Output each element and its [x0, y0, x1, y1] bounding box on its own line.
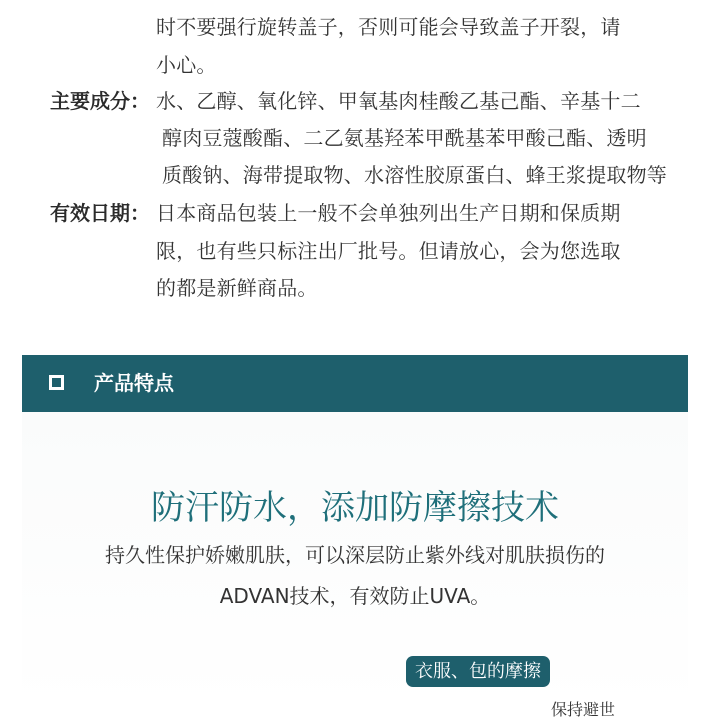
section-title: 产品特点	[94, 371, 174, 395]
cut-off-text: 保持避世	[551, 700, 616, 719]
feature-desc-line-1: 持久性保护娇嫩肌肤，可以深层防止紫外线对肌肤损伤的	[105, 543, 605, 567]
expiry-label: 有效日期：	[50, 201, 150, 225]
friction-tag: 衣服、包的摩擦	[406, 656, 550, 687]
ingredients-label: 主要成分：	[50, 89, 150, 113]
notice-line-1: 时不要强行旋转盖子，否则可能会导致盖子开裂，请	[156, 15, 621, 39]
feature-desc-line-2: ADVAN技术，有效防止UVA。	[219, 584, 491, 608]
expiry-line-3: 的都是新鲜商品。	[156, 276, 318, 300]
expiry-line-2: 限，也有些只标注出厂批号。但请放心，会为您选取	[156, 239, 621, 263]
square-icon	[49, 375, 64, 390]
notice-line-2: 小心。	[156, 53, 217, 77]
ingredients-line-2: 醇肉豆蔻酸酯、二乙氨基羟苯甲酰基苯甲酸己酯、透明	[162, 126, 647, 150]
ingredients-line-3: 质酸钠、海带提取物、水溶性胶原蛋白、蜂王浆提取物等	[162, 163, 667, 187]
expiry-line-1: 日本商品包装上一般不会单独列出生产日期和保质期	[156, 201, 621, 225]
section-header	[22, 355, 688, 412]
ingredients-line-1: 水、乙醇、氧化锌、甲氧基肉桂酸乙基己酯、辛基十二	[156, 89, 641, 113]
feature-headline: 防汗防水，添加防摩擦技术	[151, 488, 559, 528]
